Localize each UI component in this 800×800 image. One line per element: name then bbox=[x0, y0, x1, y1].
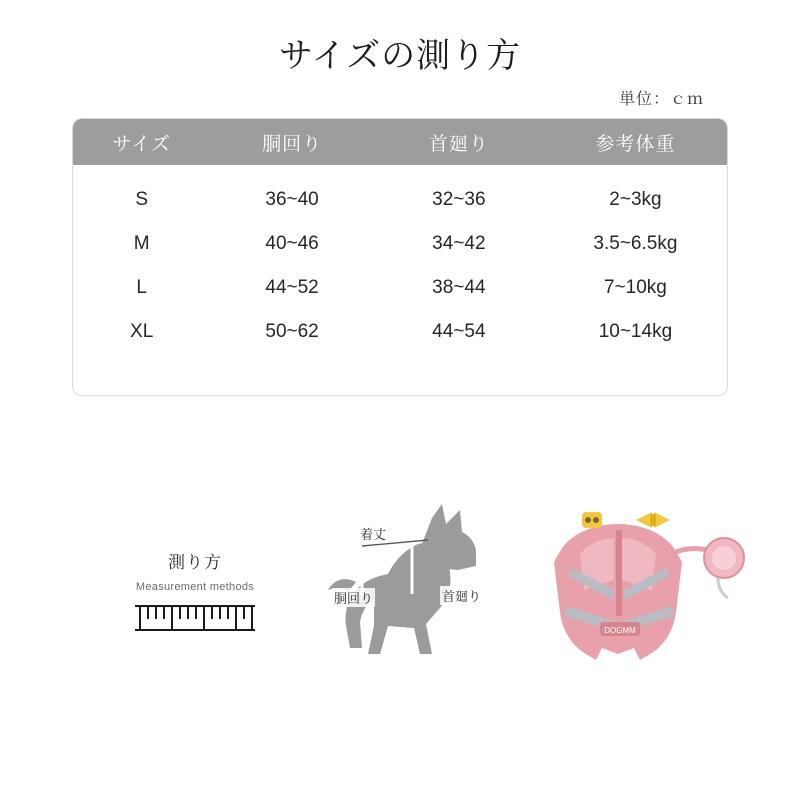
label-chest: 胴回り bbox=[332, 588, 375, 607]
cell-size: L bbox=[136, 277, 147, 298]
column-header-weight: 参考体重 bbox=[544, 119, 727, 165]
column-header-neck: 首廻り bbox=[374, 119, 544, 165]
cell-size: XL bbox=[130, 321, 154, 342]
table-row bbox=[73, 266, 727, 310]
cell-chest: 36~40 bbox=[265, 189, 319, 210]
table-row bbox=[73, 310, 727, 354]
cell-size: M bbox=[133, 233, 150, 254]
cell-neck: 38~44 bbox=[432, 277, 486, 298]
table-header-row bbox=[73, 119, 727, 165]
column-header-chest: 胴回り bbox=[210, 119, 374, 165]
size-table-card bbox=[72, 118, 728, 396]
size-table-head bbox=[73, 119, 727, 165]
illustration-area bbox=[0, 490, 800, 710]
label-neck: 首廻り bbox=[440, 586, 483, 605]
cell-chest: 40~46 bbox=[265, 233, 319, 254]
cell-weight: 2~3kg bbox=[609, 189, 662, 210]
label-body-length: 着丈 bbox=[358, 524, 388, 543]
cell-weight: 3.5~6.5kg bbox=[593, 233, 678, 254]
column-header-size: サイズ bbox=[73, 119, 210, 165]
cell-chest: 44~52 bbox=[265, 277, 319, 298]
ruler-icon bbox=[135, 605, 255, 631]
size-table bbox=[73, 119, 727, 354]
page-footer-spacer bbox=[0, 793, 800, 794]
dog-measurement-diagram bbox=[300, 500, 500, 685]
brand-tag-text: DOGMM bbox=[604, 626, 636, 635]
cell-weight: 10~14kg bbox=[598, 321, 673, 342]
measurement-method-block bbox=[120, 548, 270, 631]
product-photo bbox=[520, 496, 750, 686]
table-row bbox=[73, 165, 727, 222]
cell-chest: 50~62 bbox=[265, 321, 319, 342]
cell-neck: 44~54 bbox=[432, 321, 486, 342]
cell-size: S bbox=[135, 189, 148, 210]
cell-neck: 34~42 bbox=[432, 233, 486, 254]
cell-weight: 7~10kg bbox=[603, 277, 667, 298]
measurement-label-jp: 測り方 bbox=[168, 553, 222, 572]
table-row bbox=[73, 222, 727, 266]
harness-illustration-icon bbox=[520, 496, 750, 686]
measurement-label-en: Measurement methods bbox=[135, 581, 255, 593]
size-table-body bbox=[73, 165, 727, 354]
cell-neck: 32~36 bbox=[432, 189, 486, 210]
page-title: サイズの測り方 bbox=[278, 37, 522, 75]
unit-note: 単位：ｃｍ bbox=[618, 91, 704, 108]
